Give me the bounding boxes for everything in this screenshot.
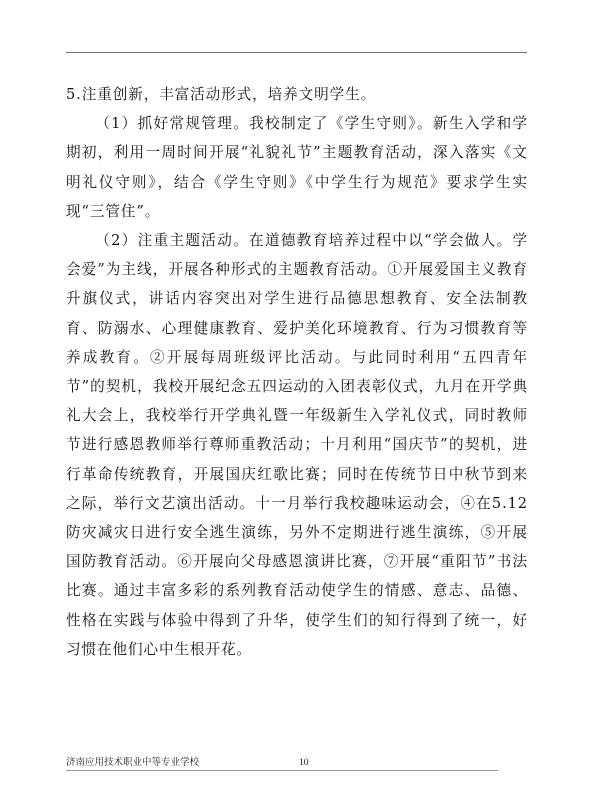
section-heading: 5.注重创新，丰富活动形式，培养文明学生。 (66, 86, 377, 103)
footer-school-name: 济南应用技术职业中等专业学校 (66, 758, 200, 768)
footer-page-number: 10 (299, 758, 309, 768)
paragraph-routine-management: （1）抓好常规管理。我校制定了《学生守则》。新生入学和学期初，利用一周时间开展“礼貌礼节”主题教育活动，深入落实《文明礼仪守则》，结合《学生守则》《中学生行为规范》要求学生实现“三管住”。 (66, 115, 528, 220)
paragraph-theme-activities: （2）注重主题活动。在道德教育培养过程中以“学会做人。学会爱”为主线，开展各种形式的主题教育活动。①开展爱国主义教育升旗仪式，讲话内容突出对学生进行品德思想教育、安全法制教育、防溺水、心理健康教育、爱护美化环境教育、行为习惯教育等养成教育。②开展每周班级评比活动。与此同时利用“五四青年节”的契机，我校开展纪念五四运动的入团表彰仪式，九月在开学典礼大会上，我校举行开学典礼暨一年级新生入学礼仪式，同时教师节进行感恩教师举行尊师重教活动；十月利用“国庆节”的契机，进行革命传统教育，开展国庆红歌比赛；同时在传统节日中秋节到来之际，举行文艺演出活动。十一月举行我校趣味运动会，④在5.12防灾减灾日进行安全逃生演练，另外不定期进行逃生演练，⑤开展国防教育活动。⑥开展向父母感恩演讲比赛，⑦开展“重阳节”书法比赛。通过丰富多彩的系列教育活动使学生的情感、意志、品德、性格在实践与体验中得到了升华，使学生们的知行得到了统一，好习惯在他们心中生根开花。 (66, 232, 528, 658)
header-rule (66, 52, 527, 53)
footer-rule (66, 770, 498, 771)
document-body (66, 80, 528, 664)
